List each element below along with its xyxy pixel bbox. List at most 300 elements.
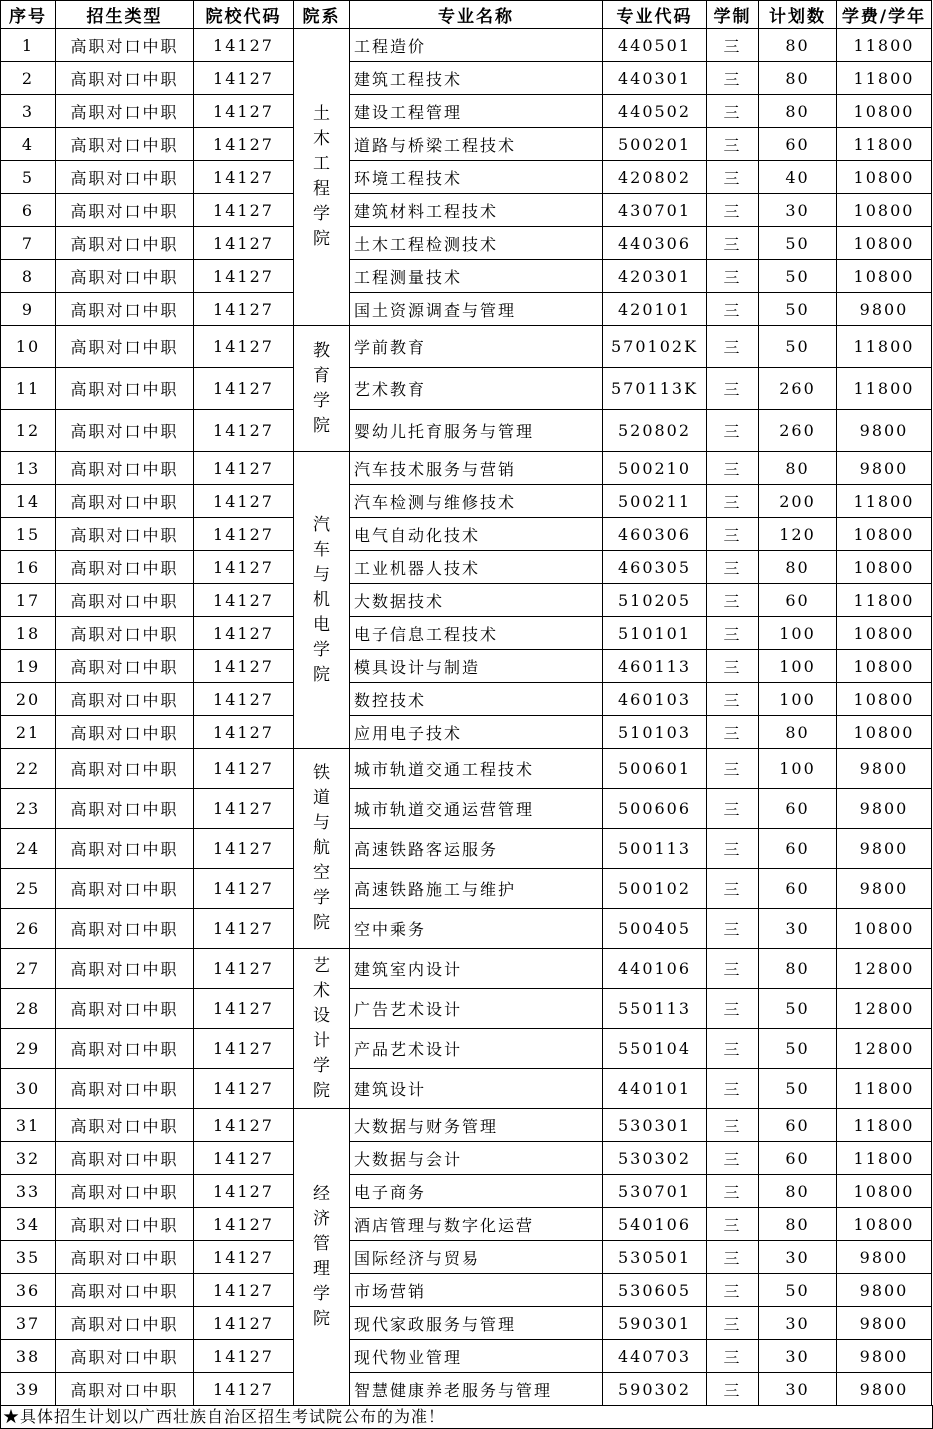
type-cell: 高职对口中职	[56, 617, 194, 650]
major-cell: 大数据与财务管理	[350, 1109, 603, 1142]
fee-cell: 10800	[837, 260, 932, 293]
major-cell: 高速铁路施工与维护	[350, 869, 603, 909]
type-cell: 高职对口中职	[56, 650, 194, 683]
years-cell: 三	[707, 326, 759, 368]
years-cell: 三	[707, 95, 759, 128]
no-cell: 16	[1, 551, 56, 584]
department-cell	[294, 326, 350, 452]
no-cell: 22	[1, 749, 56, 789]
major-cell: 广告艺术设计	[350, 989, 603, 1029]
code-cell: 440301	[603, 62, 707, 95]
plan-cell: 260	[759, 368, 837, 410]
major-cell: 应用电子技术	[350, 716, 603, 749]
type-cell: 高职对口中职	[56, 551, 194, 584]
code-cell: 500102	[603, 869, 707, 909]
years-cell: 三	[707, 584, 759, 617]
code-cell: 420101	[603, 293, 707, 326]
fee-cell: 10800	[837, 683, 932, 716]
no-cell: 36	[1, 1274, 56, 1307]
school-cell: 14127	[194, 989, 294, 1029]
major-cell: 智慧健康养老服务与管理	[350, 1373, 603, 1406]
major-cell: 艺术教育	[350, 368, 603, 410]
fee-cell: 11800	[837, 62, 932, 95]
table-row	[1, 1175, 932, 1208]
code-cell: 590302	[603, 1373, 707, 1406]
code-cell: 500405	[603, 909, 707, 949]
major-cell: 建筑材料工程技术	[350, 194, 603, 227]
type-cell: 高职对口中职	[56, 869, 194, 909]
years-cell: 三	[707, 1142, 759, 1175]
department-name: 土木工程学院	[313, 104, 330, 249]
no-cell: 12	[1, 410, 56, 452]
years-cell: 三	[707, 410, 759, 452]
type-cell: 高职对口中职	[56, 1029, 194, 1069]
school-cell: 14127	[194, 95, 294, 128]
school-cell: 14127	[194, 749, 294, 789]
type-cell: 高职对口中职	[56, 1274, 194, 1307]
years-cell: 三	[707, 1241, 759, 1274]
no-cell: 14	[1, 485, 56, 518]
plan-cell: 80	[759, 452, 837, 485]
plan-cell: 30	[759, 1373, 837, 1406]
major-cell: 空中乘务	[350, 909, 603, 949]
school-cell: 14127	[194, 584, 294, 617]
fee-cell: 10800	[837, 1208, 932, 1241]
fee-cell: 11800	[837, 1069, 932, 1109]
type-cell: 高职对口中职	[56, 1373, 194, 1406]
fee-cell: 11800	[837, 485, 932, 518]
plan-cell: 30	[759, 194, 837, 227]
major-cell: 汽车检测与维修技术	[350, 485, 603, 518]
plan-cell: 100	[759, 650, 837, 683]
no-cell: 9	[1, 293, 56, 326]
school-cell: 14127	[194, 1029, 294, 1069]
code-cell: 570113K	[603, 368, 707, 410]
fee-cell: 10800	[837, 716, 932, 749]
code-cell: 420301	[603, 260, 707, 293]
code-cell: 460113	[603, 650, 707, 683]
school-cell: 14127	[194, 1307, 294, 1340]
school-cell: 14127	[194, 1241, 294, 1274]
major-cell: 环境工程技术	[350, 161, 603, 194]
major-cell: 婴幼儿托育服务与管理	[350, 410, 603, 452]
fee-cell: 9800	[837, 749, 932, 789]
plan-cell: 50	[759, 227, 837, 260]
no-cell: 25	[1, 869, 56, 909]
no-cell: 5	[1, 161, 56, 194]
no-cell: 20	[1, 683, 56, 716]
fee-cell: 9800	[837, 452, 932, 485]
years-cell: 三	[707, 260, 759, 293]
fee-cell: 11800	[837, 368, 932, 410]
years-cell: 三	[707, 194, 759, 227]
code-cell: 530501	[603, 1241, 707, 1274]
code-cell: 500210	[603, 452, 707, 485]
school-cell: 14127	[194, 869, 294, 909]
type-cell: 高职对口中职	[56, 260, 194, 293]
table-row	[1, 1241, 932, 1274]
code-cell: 460305	[603, 551, 707, 584]
code-cell: 530605	[603, 1274, 707, 1307]
major-cell: 数控技术	[350, 683, 603, 716]
table-row	[1, 518, 932, 551]
table-header-row	[1, 1, 932, 29]
plan-cell: 50	[759, 293, 837, 326]
no-cell: 39	[1, 1373, 56, 1406]
fee-cell: 11800	[837, 29, 932, 62]
plan-cell: 60	[759, 1109, 837, 1142]
fee-cell: 11800	[837, 584, 932, 617]
school-cell: 14127	[194, 29, 294, 62]
major-cell: 土木工程检测技术	[350, 227, 603, 260]
plan-cell: 30	[759, 1340, 837, 1373]
fee-cell: 10800	[837, 227, 932, 260]
department-name: 经济管理学院	[313, 1184, 330, 1329]
plan-cell: 60	[759, 829, 837, 869]
type-cell: 高职对口中职	[56, 452, 194, 485]
table-row	[1, 989, 932, 1029]
years-cell: 三	[707, 989, 759, 1029]
code-cell: 520802	[603, 410, 707, 452]
years-cell: 三	[707, 716, 759, 749]
department-cell	[294, 452, 350, 749]
no-cell: 33	[1, 1175, 56, 1208]
fee-cell: 10800	[837, 1175, 932, 1208]
fee-cell: 9800	[837, 410, 932, 452]
no-cell: 30	[1, 1069, 56, 1109]
plan-cell: 40	[759, 161, 837, 194]
type-cell: 高职对口中职	[56, 749, 194, 789]
fee-cell: 10800	[837, 909, 932, 949]
years-cell: 三	[707, 1274, 759, 1307]
plan-cell: 80	[759, 29, 837, 62]
type-cell: 高职对口中职	[56, 1307, 194, 1340]
years-cell: 三	[707, 161, 759, 194]
type-cell: 高职对口中职	[56, 584, 194, 617]
table-row	[1, 1373, 932, 1406]
no-cell: 7	[1, 227, 56, 260]
major-cell: 道路与桥梁工程技术	[350, 128, 603, 161]
no-cell: 4	[1, 128, 56, 161]
plan-cell: 30	[759, 909, 837, 949]
no-cell: 10	[1, 326, 56, 368]
table-row	[1, 1208, 932, 1241]
no-cell: 28	[1, 989, 56, 1029]
school-cell: 14127	[194, 194, 294, 227]
code-cell: 500601	[603, 749, 707, 789]
plan-cell: 50	[759, 1029, 837, 1069]
table-row	[1, 1029, 932, 1069]
fee-cell: 9800	[837, 293, 932, 326]
table-row	[1, 716, 932, 749]
plan-cell: 80	[759, 551, 837, 584]
no-cell: 13	[1, 452, 56, 485]
major-cell: 建筑工程技术	[350, 62, 603, 95]
school-cell: 14127	[194, 1142, 294, 1175]
fee-cell: 12800	[837, 989, 932, 1029]
type-cell: 高职对口中职	[56, 326, 194, 368]
plan-cell: 80	[759, 1208, 837, 1241]
table-row	[1, 909, 932, 949]
code-cell: 500211	[603, 485, 707, 518]
no-cell: 37	[1, 1307, 56, 1340]
years-cell: 三	[707, 789, 759, 829]
table-row	[1, 128, 932, 161]
no-cell: 26	[1, 909, 56, 949]
no-cell: 35	[1, 1241, 56, 1274]
years-cell: 三	[707, 829, 759, 869]
code-cell: 440101	[603, 1069, 707, 1109]
department-name: 汽车与机电学院	[313, 514, 330, 685]
school-cell: 14127	[194, 518, 294, 551]
no-cell: 18	[1, 617, 56, 650]
header-cell: 招生类型	[56, 1, 194, 29]
years-cell: 三	[707, 949, 759, 989]
major-cell: 建筑室内设计	[350, 949, 603, 989]
fee-cell: 11800	[837, 1109, 932, 1142]
years-cell: 三	[707, 1307, 759, 1340]
type-cell: 高职对口中职	[56, 62, 194, 95]
plan-cell: 80	[759, 716, 837, 749]
school-cell: 14127	[194, 617, 294, 650]
type-cell: 高职对口中职	[56, 293, 194, 326]
years-cell: 三	[707, 1340, 759, 1373]
years-cell: 三	[707, 29, 759, 62]
no-cell: 15	[1, 518, 56, 551]
plan-cell: 100	[759, 749, 837, 789]
major-cell: 电子商务	[350, 1175, 603, 1208]
type-cell: 高职对口中职	[56, 1241, 194, 1274]
type-cell: 高职对口中职	[56, 194, 194, 227]
no-cell: 24	[1, 829, 56, 869]
fee-cell: 10800	[837, 95, 932, 128]
school-cell: 14127	[194, 62, 294, 95]
school-cell: 14127	[194, 1069, 294, 1109]
type-cell: 高职对口中职	[56, 29, 194, 62]
type-cell: 高职对口中职	[56, 829, 194, 869]
school-cell: 14127	[194, 1340, 294, 1373]
fee-cell: 9800	[837, 1373, 932, 1406]
no-cell: 21	[1, 716, 56, 749]
school-cell: 14127	[194, 829, 294, 869]
code-cell: 440306	[603, 227, 707, 260]
years-cell: 三	[707, 1069, 759, 1109]
table-row	[1, 789, 932, 829]
fee-cell: 10800	[837, 161, 932, 194]
code-cell: 550104	[603, 1029, 707, 1069]
no-cell: 38	[1, 1340, 56, 1373]
no-cell: 32	[1, 1142, 56, 1175]
code-cell: 440502	[603, 95, 707, 128]
fee-cell: 12800	[837, 949, 932, 989]
type-cell: 高职对口中职	[56, 410, 194, 452]
table-row	[1, 584, 932, 617]
code-cell: 500201	[603, 128, 707, 161]
school-cell: 14127	[194, 260, 294, 293]
table-row	[1, 95, 932, 128]
type-cell: 高职对口中职	[56, 716, 194, 749]
type-cell: 高职对口中职	[56, 161, 194, 194]
years-cell: 三	[707, 518, 759, 551]
type-cell: 高职对口中职	[56, 368, 194, 410]
school-cell: 14127	[194, 293, 294, 326]
major-cell: 市场营销	[350, 1274, 603, 1307]
table-row	[1, 410, 932, 452]
table-row	[1, 260, 932, 293]
header-cell: 专业名称	[350, 1, 603, 29]
code-cell: 440703	[603, 1340, 707, 1373]
fee-cell: 10800	[837, 518, 932, 551]
table-row	[1, 551, 932, 584]
code-cell: 500606	[603, 789, 707, 829]
major-cell: 建设工程管理	[350, 95, 603, 128]
plan-cell: 50	[759, 260, 837, 293]
fee-cell: 9800	[837, 789, 932, 829]
years-cell: 三	[707, 869, 759, 909]
code-cell: 420802	[603, 161, 707, 194]
fee-cell: 9800	[837, 1241, 932, 1274]
code-cell: 540106	[603, 1208, 707, 1241]
fee-cell: 9800	[837, 1307, 932, 1340]
no-cell: 23	[1, 789, 56, 829]
code-cell: 430701	[603, 194, 707, 227]
type-cell: 高职对口中职	[56, 518, 194, 551]
type-cell: 高职对口中职	[56, 949, 194, 989]
school-cell: 14127	[194, 326, 294, 368]
school-cell: 14127	[194, 410, 294, 452]
years-cell: 三	[707, 227, 759, 260]
school-cell: 14127	[194, 716, 294, 749]
department-name: 艺术设计学院	[313, 955, 330, 1101]
header-cell: 学制	[707, 1, 759, 29]
school-cell: 14127	[194, 485, 294, 518]
type-cell: 高职对口中职	[56, 789, 194, 829]
table-row	[1, 1274, 932, 1307]
fee-cell: 9800	[837, 869, 932, 909]
table-row	[1, 829, 932, 869]
code-cell: 550113	[603, 989, 707, 1029]
type-cell: 高职对口中职	[56, 1142, 194, 1175]
no-cell: 2	[1, 62, 56, 95]
type-cell: 高职对口中职	[56, 1109, 194, 1142]
header-cell: 院系	[294, 1, 350, 29]
type-cell: 高职对口中职	[56, 989, 194, 1029]
major-cell: 模具设计与制造	[350, 650, 603, 683]
major-cell: 城市轨道交通运营管理	[350, 789, 603, 829]
major-cell: 大数据与会计	[350, 1142, 603, 1175]
table-row	[1, 161, 932, 194]
code-cell: 530302	[603, 1142, 707, 1175]
years-cell: 三	[707, 650, 759, 683]
years-cell: 三	[707, 62, 759, 95]
no-cell: 31	[1, 1109, 56, 1142]
table-row	[1, 29, 932, 62]
header-cell: 专业代码	[603, 1, 707, 29]
table-row	[1, 326, 932, 368]
school-cell: 14127	[194, 1109, 294, 1142]
plan-cell: 80	[759, 62, 837, 95]
major-cell: 城市轨道交通工程技术	[350, 749, 603, 789]
major-cell: 工程造价	[350, 29, 603, 62]
major-cell: 电子信息工程技术	[350, 617, 603, 650]
years-cell: 三	[707, 1029, 759, 1069]
code-cell: 500113	[603, 829, 707, 869]
code-cell: 590301	[603, 1307, 707, 1340]
type-cell: 高职对口中职	[56, 227, 194, 260]
major-cell: 学前教育	[350, 326, 603, 368]
type-cell: 高职对口中职	[56, 1069, 194, 1109]
fee-cell: 10800	[837, 650, 932, 683]
plan-cell: 100	[759, 683, 837, 716]
type-cell: 高职对口中职	[56, 683, 194, 716]
no-cell: 19	[1, 650, 56, 683]
no-cell: 27	[1, 949, 56, 989]
plan-cell: 30	[759, 1241, 837, 1274]
code-cell: 510205	[603, 584, 707, 617]
type-cell: 高职对口中职	[56, 1208, 194, 1241]
table-row	[1, 617, 932, 650]
code-cell: 440106	[603, 949, 707, 989]
code-cell: 530301	[603, 1109, 707, 1142]
table-row	[1, 452, 932, 485]
type-cell: 高职对口中职	[56, 485, 194, 518]
school-cell: 14127	[194, 368, 294, 410]
table-row	[1, 1142, 932, 1175]
code-cell: 460306	[603, 518, 707, 551]
no-cell: 29	[1, 1029, 56, 1069]
plan-cell: 60	[759, 1142, 837, 1175]
code-cell: 460103	[603, 683, 707, 716]
plan-cell: 100	[759, 617, 837, 650]
code-cell: 570102K	[603, 326, 707, 368]
school-cell: 14127	[194, 452, 294, 485]
table-row	[1, 650, 932, 683]
school-cell: 14127	[194, 128, 294, 161]
table-row	[1, 1109, 932, 1142]
code-cell: 530701	[603, 1175, 707, 1208]
plan-cell: 260	[759, 410, 837, 452]
table-body	[1, 29, 932, 1406]
major-cell: 国际经济与贸易	[350, 1241, 603, 1274]
major-cell: 国土资源调查与管理	[350, 293, 603, 326]
plan-cell: 80	[759, 95, 837, 128]
fee-cell: 10800	[837, 194, 932, 227]
major-cell: 高速铁路客运服务	[350, 829, 603, 869]
fee-cell: 9800	[837, 1340, 932, 1373]
table-row	[1, 749, 932, 789]
years-cell: 三	[707, 293, 759, 326]
school-cell: 14127	[194, 1274, 294, 1307]
table-row	[1, 368, 932, 410]
table-row	[1, 227, 932, 260]
table-row	[1, 683, 932, 716]
no-cell: 11	[1, 368, 56, 410]
code-cell: 510103	[603, 716, 707, 749]
no-cell: 6	[1, 194, 56, 227]
years-cell: 三	[707, 1175, 759, 1208]
table-row	[1, 485, 932, 518]
no-cell: 17	[1, 584, 56, 617]
years-cell: 三	[707, 1208, 759, 1241]
no-cell: 3	[1, 95, 56, 128]
type-cell: 高职对口中职	[56, 95, 194, 128]
table-row	[1, 62, 932, 95]
code-cell: 510101	[603, 617, 707, 650]
plan-cell: 30	[759, 1307, 837, 1340]
type-cell: 高职对口中职	[56, 1340, 194, 1373]
type-cell: 高职对口中职	[56, 909, 194, 949]
fee-cell: 12800	[837, 1029, 932, 1069]
